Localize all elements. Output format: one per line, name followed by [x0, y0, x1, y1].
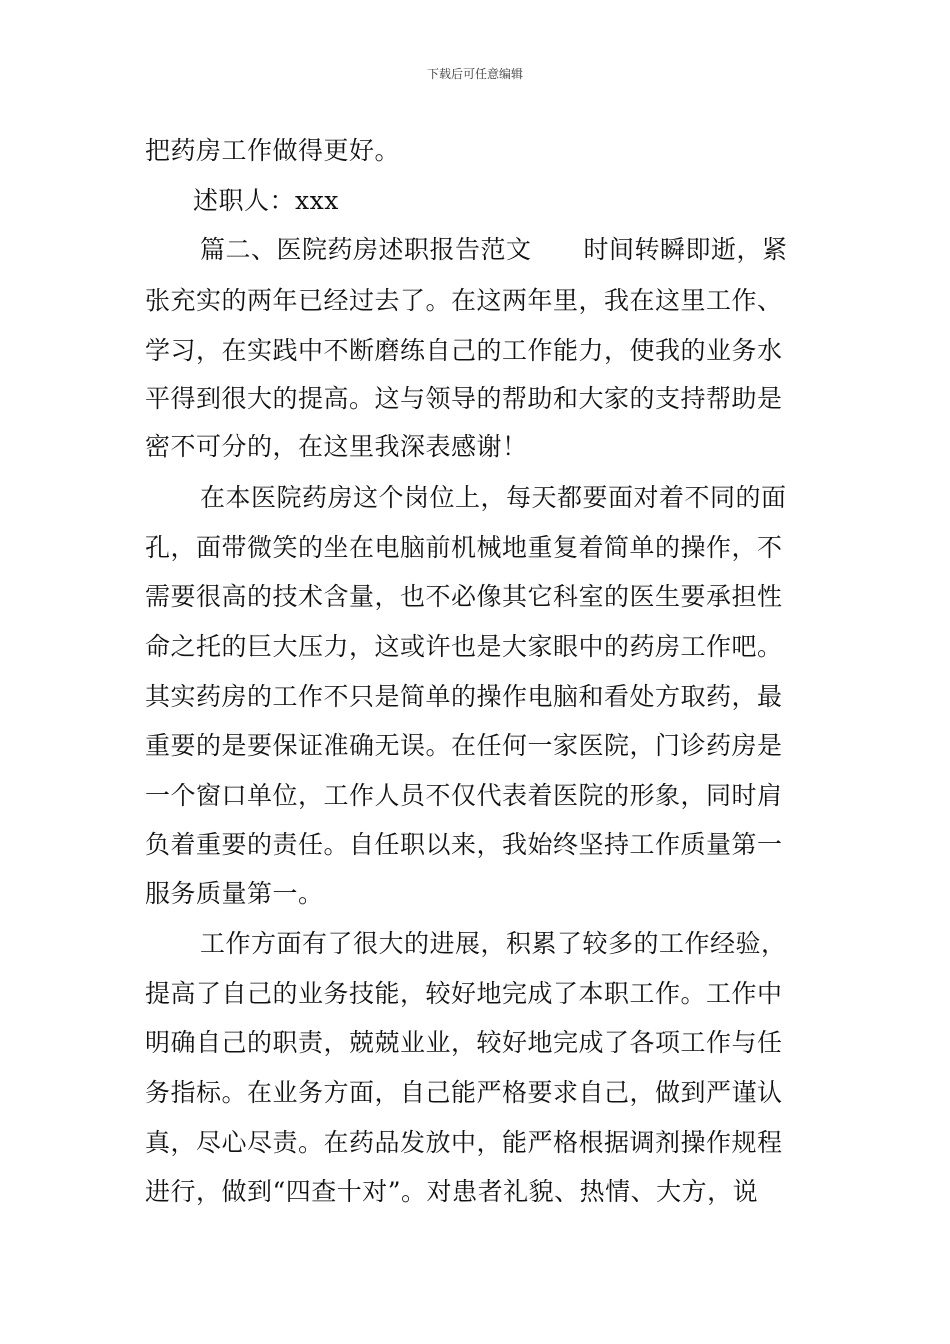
text-line: 平得到很大的提高。这与领导的帮助和大家的支持帮助是 — [145, 384, 783, 413]
text-line: 张充实的两年已经过去了。在这两年里，我在这里工作、 — [145, 286, 783, 315]
text-line: 服务质量第一。 — [145, 879, 324, 908]
text-line: 真，尽心尽责。在药品发放中，能严格根据调剂操作规程 — [145, 1128, 783, 1157]
text-line: 密不可分的，在这里我深表感谢！ — [145, 432, 528, 461]
page-header: 下载后可任意编辑 — [426, 67, 523, 81]
text-line: 提高了自己的业务技能，较好地完成了本职工作。工作中 — [145, 979, 783, 1008]
text-line: 进行，做到“四查十对”。对患者礼貌、热情、大方，说 — [145, 1177, 759, 1206]
text-line: 其实药房的工作不只是简单的操作电脑和看处方取药，最 — [145, 682, 783, 711]
section-heading: 篇二、医院药房述职报告范文 — [200, 235, 532, 264]
text-line — [200, 235, 880, 265]
text-line: 负着重要的责任。自任职以来，我始终坚持工作质量第一 — [145, 830, 783, 859]
text-line: 一个窗口单位，工作人员不仅代表着医院的形象，同时肩 — [145, 781, 783, 810]
text-span: 时间转瞬即逝，紧 — [583, 235, 788, 264]
text-line: 述职人：xxx — [193, 186, 339, 215]
text-line: 需要很高的技术含量，也不必像其它科室的医生要承担性 — [145, 582, 783, 611]
text-line: 把药房工作做得更好。 — [145, 136, 401, 165]
text-line: 重要的是要保证准确无误。在任何一家医院，门诊药房是 — [145, 731, 783, 760]
text-line: 在本医院药房这个岗位上，每天都要面对着不同的面 — [200, 483, 787, 512]
text-line: 孔，面带微笑的坐在电脑前机械地重复着简单的操作，不 — [145, 533, 783, 562]
text-line: 工作方面有了很大的进展，积累了较多的工作经验， — [200, 929, 787, 958]
text-line: 务指标。在业务方面，自己能严格要求自己，做到严谨认 — [145, 1078, 783, 1107]
text-line: 命之托的巨大压力，这或许也是大家眼中的药房工作吧。 — [145, 632, 783, 661]
text-line: 学习，在实践中不断磨练自己的工作能力，使我的业务水 — [145, 336, 783, 365]
text-line: 明确自己的职责，兢兢业业，较好地完成了各项工作与任 — [145, 1028, 783, 1057]
